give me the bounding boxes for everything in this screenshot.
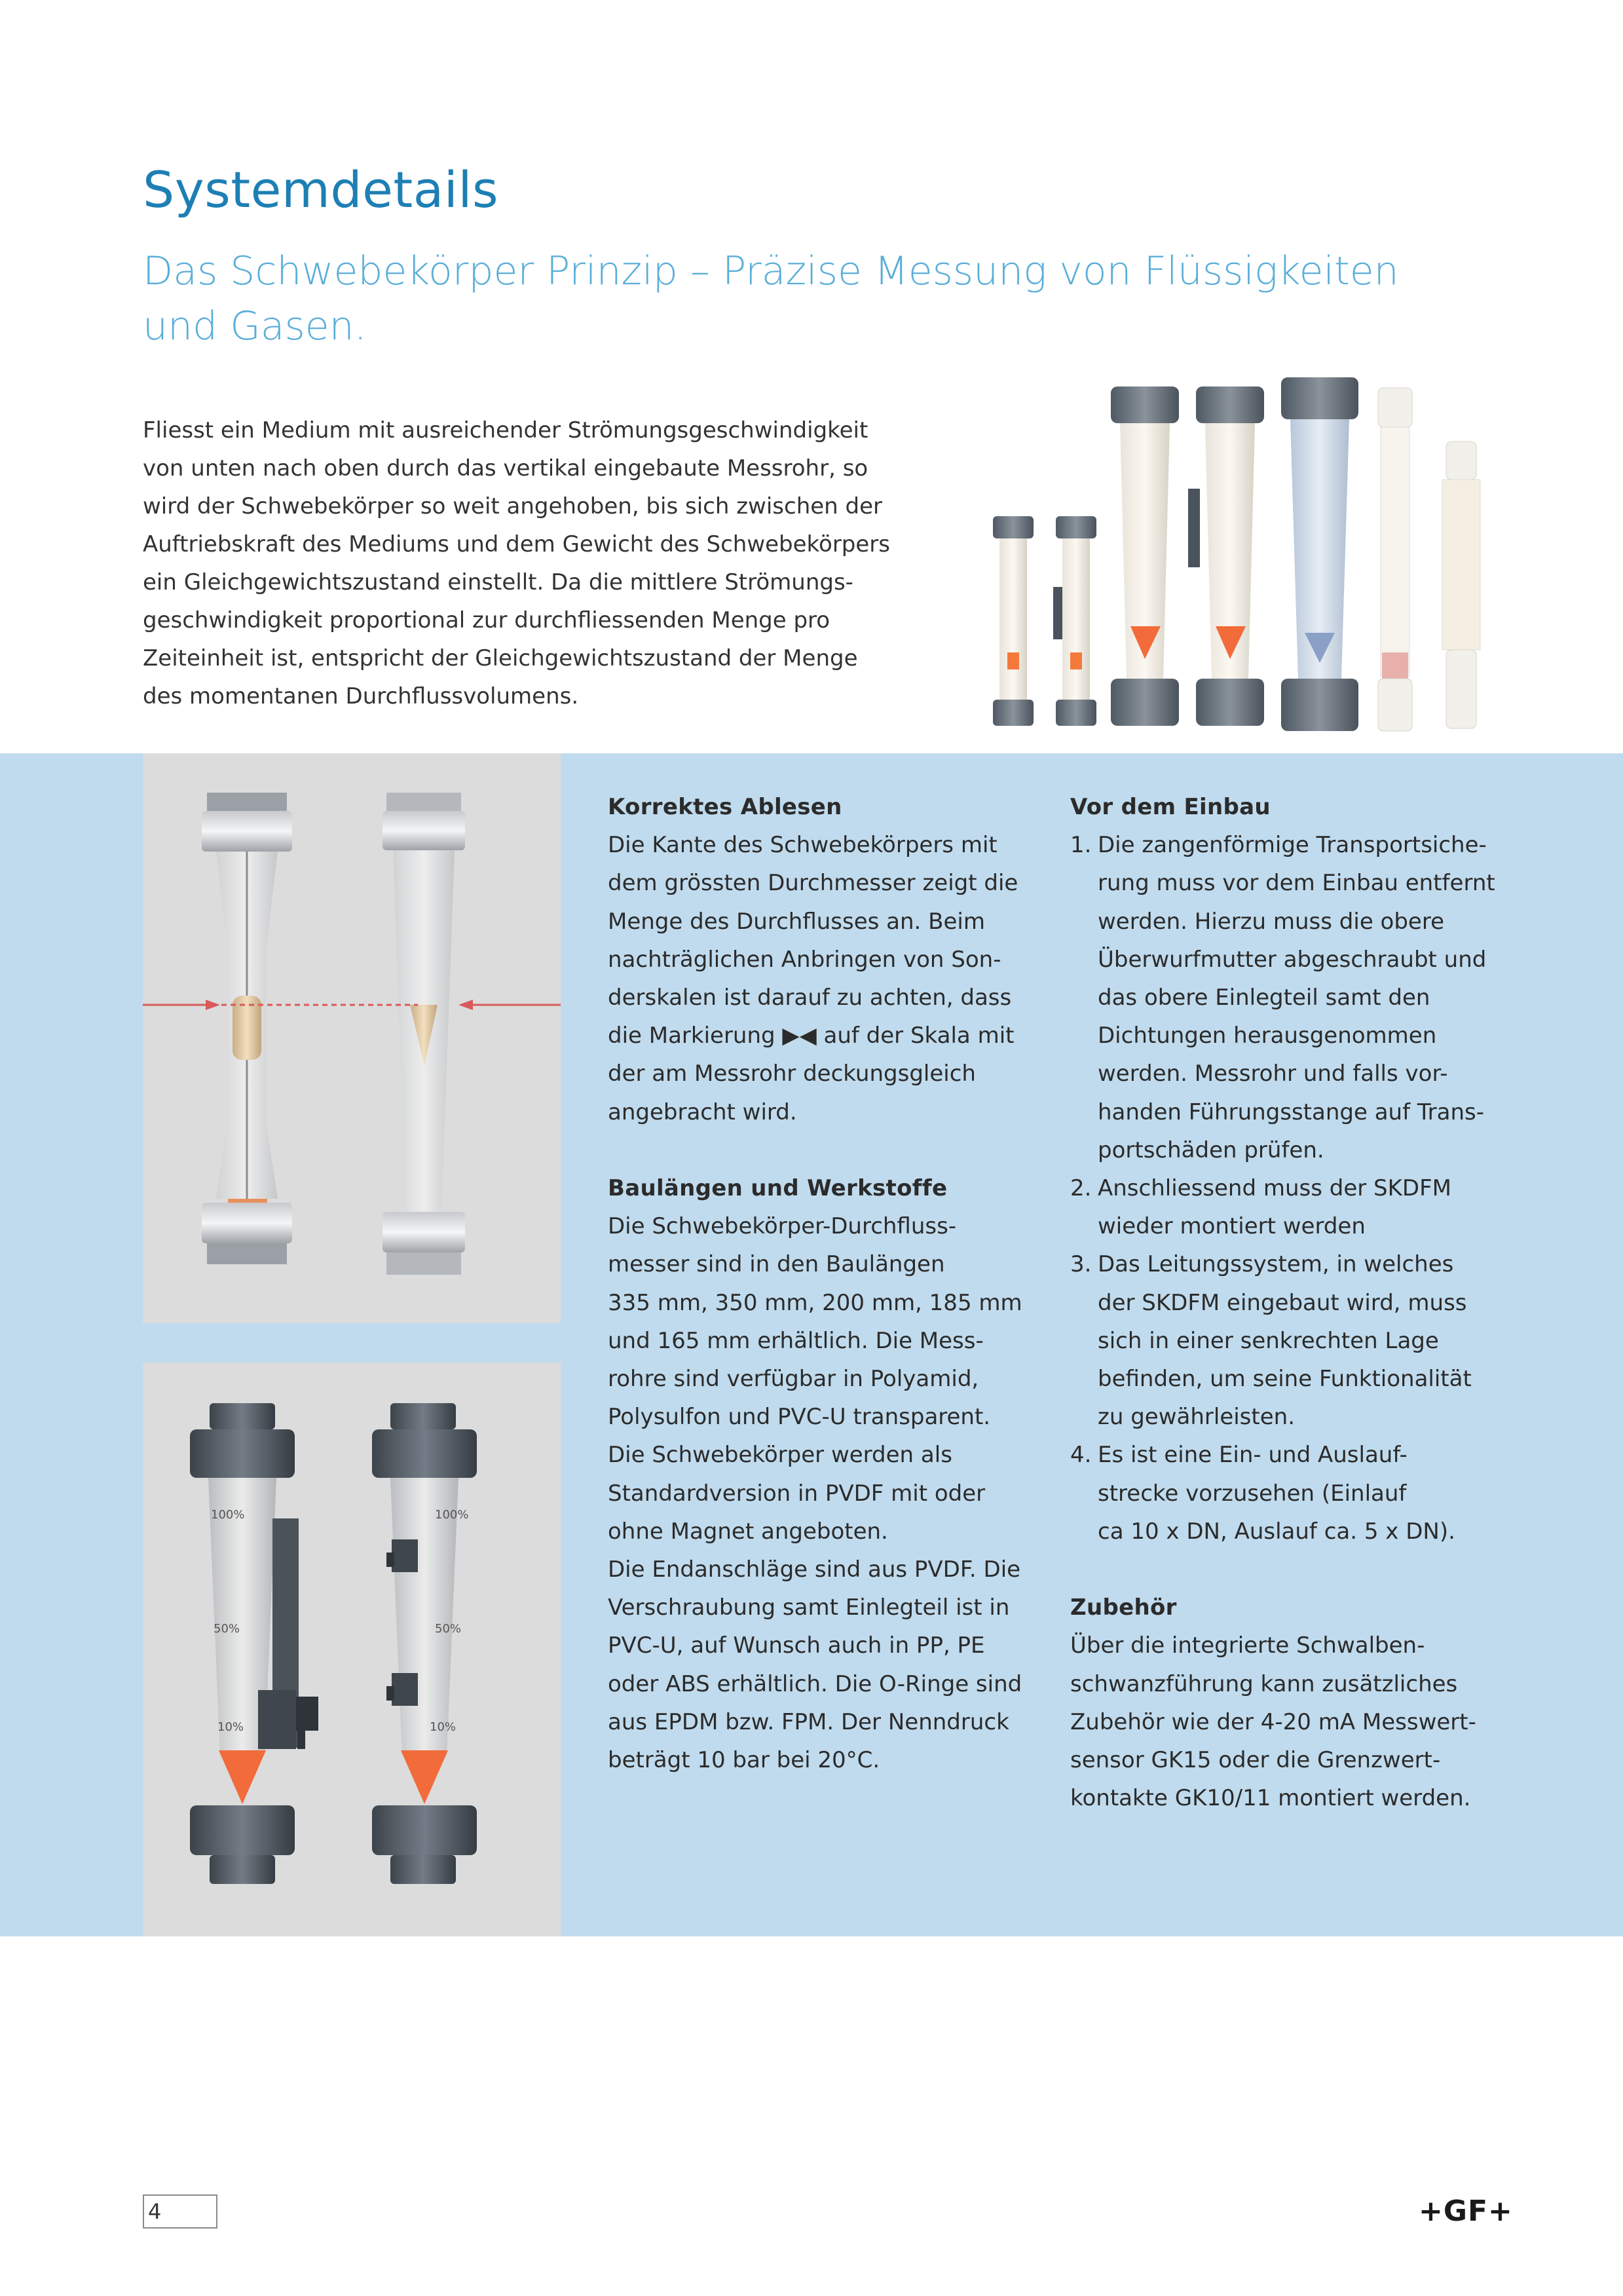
text-line: Zubehör wie der 4-20 mA Messwert- xyxy=(1070,1708,1476,1735)
flowmeter-small-2 xyxy=(1053,516,1096,726)
text-line: messer sind in den Baulängen xyxy=(608,1251,945,1278)
text-line: dem grössten Durchmesser zeigt die xyxy=(608,870,1018,897)
flowmeter-medium-2 xyxy=(1188,386,1264,726)
text-line: derskalen ist darauf zu achten, dass xyxy=(608,985,1012,1011)
section-heading: Zubehör xyxy=(1070,1594,1177,1621)
text-line: Die Schwebekörper-Durchfluss- xyxy=(608,1213,957,1240)
flowmeter-with-guide-rod xyxy=(202,793,292,1264)
text-line: oder ABS erhältlich. Die O-Ringe sind xyxy=(608,1670,1022,1697)
flowmeter-white-1 xyxy=(1378,388,1412,731)
text-line: beträgt 10 bar bei 20°C. xyxy=(608,1747,880,1774)
text-line: portschäden prüfen. xyxy=(1098,1137,1324,1163)
page-number: 4 xyxy=(143,2194,217,2229)
product-lineup-image xyxy=(980,371,1504,735)
text-line: angebracht wird. xyxy=(608,1099,797,1125)
text-line: befinden, um seine Funktionalität xyxy=(1098,1366,1472,1393)
text-line: sich in einer senkrechten Lage xyxy=(1098,1327,1439,1354)
section-heading: Korrektes Ablesen xyxy=(608,794,842,820)
intro-line: von unten nach oben durch das vertikal eingebaute Messrohr, so xyxy=(143,455,868,481)
intro-line: ein Gleichgewichtszustand einstellt. Da die mittlere Strömungs- xyxy=(143,569,853,595)
text-line: zu gewährleisten. xyxy=(1098,1404,1296,1431)
sensor-mounting-figure xyxy=(143,1363,561,1936)
section-heading: Vor dem Einbau xyxy=(1070,794,1271,820)
text-line: PVC-U, auf Wunsch auch in PP, PE xyxy=(608,1632,985,1659)
text-line: nachträglichen Anbringen von Son- xyxy=(608,946,1001,973)
list-item xyxy=(1070,826,1522,1169)
intro-line: Zeiteinheit ist, entspricht der Gleichgewichtszustand der Menge xyxy=(143,645,858,671)
scale-label-10: 10% xyxy=(430,1720,457,1734)
list-item xyxy=(1070,1169,1522,1245)
text-line: ohne Magnet angeboten. xyxy=(608,1518,888,1545)
sensor-diagram xyxy=(143,1363,561,1936)
text-line: Anschliessend muss der SKDFM xyxy=(1098,1175,1451,1202)
scale-label-100: 100% xyxy=(211,1508,245,1522)
list-number: 2. xyxy=(1070,1175,1092,1202)
flowmeter-medium-1 xyxy=(1111,386,1179,726)
text-line: die Markierung ▶◀ auf der Skala mit xyxy=(608,1023,1015,1049)
text-line: sensor GK15 oder die Grenzwert- xyxy=(1070,1747,1441,1774)
flowmeter-white-2 xyxy=(1442,442,1480,728)
intro-line: Auftriebskraft des Mediums und dem Gewicht des Schwebekörpers xyxy=(143,531,890,557)
scale-label-50: 50% xyxy=(214,1622,240,1636)
text-line: Standardversion in PVDF mit oder xyxy=(608,1480,986,1507)
text-line: Die Kante des Schwebekörpers mit xyxy=(608,832,998,859)
middle-text-column xyxy=(608,788,1040,1779)
flowmeter-with-limit-contacts xyxy=(372,1403,477,1884)
flowmeter-cone-float xyxy=(382,793,465,1275)
scale-label-10: 10% xyxy=(217,1720,244,1734)
text-line: Die Endanschläge sind aus PVDF. Die xyxy=(608,1556,1021,1583)
flowmeter-small-1 xyxy=(993,516,1034,726)
text-line: kontakte GK10/11 montiert werden. xyxy=(1070,1785,1471,1812)
section-heading: Baulängen und Werkstoffe xyxy=(608,1175,948,1202)
list-number: 1. xyxy=(1070,832,1092,859)
text-line: Dichtungen herausgenommen xyxy=(1098,1023,1437,1049)
text-line: Polysulfon und PVC-U transparent. xyxy=(608,1404,991,1431)
text-line: Über die integrierte Schwalben- xyxy=(1070,1632,1425,1659)
page-title: Systemdetails xyxy=(143,160,499,219)
scale-label-100: 100% xyxy=(435,1508,469,1522)
text-line: rung muss vor dem Einbau entfernt xyxy=(1098,870,1495,897)
text-line: Das Leitungssystem, in welches xyxy=(1098,1251,1454,1278)
text-line: werden. Messrohr und falls vor- xyxy=(1098,1061,1448,1087)
right-text-column xyxy=(1070,788,1522,1817)
intro-line: des momentanen Durchflussvolumens. xyxy=(143,683,579,709)
text-line: Die Schwebekörper werden als xyxy=(608,1442,952,1469)
text-line: Es ist eine Ein- und Auslauf- xyxy=(1098,1442,1408,1469)
text-line: strecke vorzusehen (Einlauf xyxy=(1098,1480,1407,1507)
text-line: handen Führungsstange auf Trans- xyxy=(1098,1099,1484,1125)
intro-line: geschwindigkeit proportional zur durchfliessenden Menge pro xyxy=(143,607,830,633)
intro-line: wird der Schwebekörper so weit angehoben, bis sich zwischen der xyxy=(143,493,883,519)
text-line: Überwurfmutter abgeschraubt und xyxy=(1098,946,1487,973)
text-line: das obere Einlegteil samt den xyxy=(1098,985,1430,1011)
intro-line: Fliesst ein Medium mit ausreichender Strömungsgeschwindigkeit xyxy=(143,417,868,443)
text-line: aus EPDM bzw. FPM. Der Nenndruck xyxy=(608,1708,1009,1735)
text-line: der am Messrohr deckungsgleich xyxy=(608,1061,976,1087)
intro-paragraph xyxy=(143,411,916,715)
scale-label-50: 50% xyxy=(435,1622,462,1636)
flowmeter-with-sensor-gk15 xyxy=(190,1403,318,1884)
text-line: der SKDFM eingebaut wird, muss xyxy=(1098,1289,1467,1316)
text-line: rohre sind verfügbar in Polyamid, xyxy=(608,1366,979,1393)
text-line: Verschraubung samt Einlegteil ist in xyxy=(608,1594,1010,1621)
subtitle-line: und Gasen. xyxy=(143,303,367,349)
gf-logo: +GF+ xyxy=(1419,2194,1513,2228)
list-item xyxy=(1070,1245,1522,1436)
page-subtitle xyxy=(143,244,1453,354)
text-line: Menge des Durchflusses an. Beim xyxy=(608,908,985,935)
text-line: 335 mm, 350 mm, 200 mm, 185 mm xyxy=(608,1289,1022,1316)
subtitle-line: Das Schwebekörper Prinzip – Präzise Messung von Flüssigkeiten xyxy=(143,248,1399,294)
text-line: werden. Hierzu muss die obere xyxy=(1098,908,1444,935)
text-line: schwanzführung kann zusätzliches xyxy=(1070,1670,1458,1697)
text-line: Die zangenförmige Transportsiche- xyxy=(1098,832,1487,859)
list-number: 3. xyxy=(1070,1251,1092,1278)
reading-diagram xyxy=(143,753,561,1323)
flowmeter-large xyxy=(1281,377,1358,731)
list-number: 4. xyxy=(1070,1442,1092,1469)
list-item xyxy=(1070,1436,1522,1551)
text-line: und 165 mm erhältlich. Die Mess- xyxy=(608,1327,984,1354)
text-line: wieder montiert werden xyxy=(1098,1213,1366,1240)
reading-diagram-figure xyxy=(143,753,561,1323)
text-line: ca 10 x DN, Auslauf ca. 5 x DN). xyxy=(1098,1518,1455,1545)
